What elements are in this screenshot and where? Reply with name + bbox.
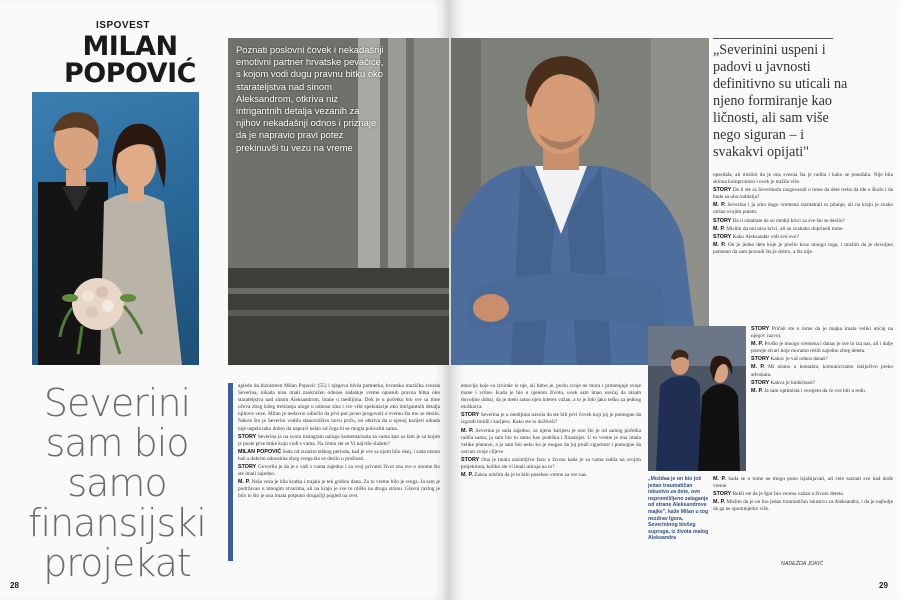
- pull-quote: „Severinini uspeni i padovi u javnosti definitivno su uticali na njeno formiranje kao ličnosti, ali sam više nego siguran – i svakakvi opijati": [713, 42, 848, 160]
- photo-caption: „Moždaa je on bio još jedan traumatičan iskustvo za dete, ovo nepromišljeno zalaganje od strane Aleksandrove majke", kaže Milan u tog nezdrav Igora, Severininog bivšeg supruga, iz života malog Aleksandra: [648, 476, 709, 542]
- name-line-2: POPOVIĆ: [63, 58, 196, 89]
- paragraph: M. P. Sada se o tome ne mogu puno izjašnjavati, ali ćete saznati sve kad dođe vreme.: [713, 476, 893, 490]
- couple-photo-illustration: [32, 92, 199, 365]
- paragraph: M. P. Mislim da je on bio jedan traumatičan iskustvo za Aleksandra, i da je najbolje da ga ne spominjemo više.: [713, 499, 893, 513]
- paragraph: M. P. Prošlo je mnogo vremena i danas je sve to iza nas, ali i dalje postoje stvari koje moramo rešiti zajedno zbog deteta.: [751, 341, 893, 355]
- paragraph: M. P. Mi nismo u kontaktu, komuniciramo isključivo preko advokata.: [751, 364, 893, 378]
- interviewee-name: [55, 33, 205, 87]
- quote-rule: [713, 38, 833, 39]
- paragraph: STORY Severina je na svom instagram nalogu komentarisala sa vama kao sa kim je sa kojim je posle prve bitke koju vodi s vama. Na čemu ste se Vi najviše slažete?: [238, 433, 440, 447]
- paragraph: STORY Ona je imala zanimljivu fazu u životu kada je sa vama radila na svojim projektima, koliko ste vi imali uticaja na to?: [461, 456, 641, 471]
- paragraph: agledu da biznismen Milan Popović (55) i njegova bivša partnerka, hrvatska muzička zvezda Severina, nikada nisu imali zaokružen odnose sadašnje vreme opasnih pravna bitka oko starateljstva nad sinom Aleksandrom, hrane u medijima. Dok je u početku bio sve sa time očeva zbog lošeg tretiranja uloge u odnosu sina i sve više spekulacije oko intrigantnih detalja njihove veze, Milan je nedavno odlučio da prvi put javno progovori o svemu šta mu se desilo. Nakon što je Severini vodila stanovništvo novu priču, on otkriva da u njenoj karijeri nikada nije uspela tako dobro da napravi nešto od čega bi se mogla pohvaliti sama.: [238, 383, 440, 432]
- paragraph: M. P. Severina i ja smo dugo vremena razmatrali to pitanje, ali na kraju je svako otišao svojim putem.: [713, 202, 893, 216]
- kicker: ISPOVEST: [96, 20, 151, 31]
- paragraph: STORY Da li smatrate da su mediji krivi za sve što se desilo?: [713, 217, 845, 224]
- lead-paragraph: Poznati poslovni čovek i nekadašnji emotivni partner hrvatske pevačice, s kojom vodi dugu pravnu bitku oko starateljstva nad sinom Aleksandrom, otkriva niz intrigantnih detalja vezanih za njihov nekadašnji odnos i priznaje da je napravio pravi potez prekinuvši tu vezu na vreme: [236, 44, 384, 153]
- couple-small-photo: [648, 326, 746, 471]
- paragraph: M. P. Zaista mislim da je to bilo posebno vreme za sve nas.: [461, 472, 588, 479]
- paragraph: STORY Kako Aleksandar vidi sve ovo?: [713, 233, 799, 240]
- paragraph: STORY Da li ste sa Severinom razgovarali o tome da dete treba da ide u školu i da bude sa oba roditelja?: [713, 187, 893, 201]
- left-page: [0, 0, 449, 600]
- headline-line: Severini: [43, 381, 191, 425]
- couple-photo: [32, 92, 199, 365]
- paragraph: STORY Rekli ste da je Igor bio veoma važan u životu deteta.: [713, 491, 844, 498]
- author-signature: NADEŽDA JOKIĆ: [781, 561, 824, 567]
- paragraph: M. P. Mislim da oni nisu krivi, ali su svakako doprineli tome.: [713, 225, 844, 232]
- paragraph: M. P. Ja sam optimista i verujem da će sve biti u redu.: [751, 387, 867, 394]
- page-number-right: 29: [879, 581, 888, 590]
- accent-bar: [228, 383, 233, 561]
- paragraph: STORY Kakva je budućnost?: [751, 379, 816, 386]
- text-column-1: [238, 383, 440, 561]
- portrait-illustration: [451, 38, 709, 365]
- text-column-2: [461, 383, 641, 561]
- paragraph: M. P. On je jedno dete koje je prošlo kroz mnogo toga, i mislim da je dovoljno pametan da sam prosudi šta je dobro, a šta nije.: [713, 241, 893, 255]
- paragraph: STORY Severina je u medijima navela da ste bili prvi čovek koji joj je pomogao da izgradi imidž i karijeru. Kako ste to doživeli?: [461, 412, 641, 426]
- paragraph: M. P. Naša veza je bila kratka i trajala je tek godinu dana. Za to vreme bilo je svega. Ja sam je podržavao u mnogim stvarima, ali na kraju je sve to otišlo na drugu stranu. Glavni razlog je bilo to što je ona imala potpuno drugačiji pogled na svet.: [238, 479, 440, 500]
- paragraph: emocija koje su izvirale iz nje, ali bitno je, poslu svoje ne mora i primenjuje svoje mane i vrline. Kada je bio u njenom životu, uvek sam imao osećaj da nisam dovoljno dobar, da je meni samo njen interes važan, a to je bilo jako teško za jednog muškarca.: [461, 383, 641, 411]
- headline-line: sam bio: [45, 421, 189, 465]
- name-line-1: MILAN: [82, 31, 178, 62]
- hero-photo-left: [228, 38, 449, 365]
- text-column-4: [751, 326, 893, 434]
- headline-line: projekat: [43, 541, 191, 585]
- paragraph: STORY Kakav je vaš odnos danas?: [751, 356, 828, 363]
- paragraph: STORY Govorila je da je s vaši s vama zajedno i za svoj privatni život zna sve o onome što ste imali zajedno.: [238, 464, 440, 478]
- text-column-5: [713, 476, 893, 558]
- paragraph: M. P. Severina je sada zajedno, za njenu karijeru je ono što je od samog početka radila sama, ja sam bio tu samo kao podrška i finansijer. U to vreme je ona imala velike planove, a ja sam bio neko ko je mogao da joj pruži sigurnost i pomogne da ostvari svoje ciljeve.: [461, 427, 641, 455]
- page-number-left: 28: [10, 581, 19, 590]
- small-photo-illustration: [648, 326, 746, 471]
- paragraph: STORY Pričali ste o tome da je majka imala veliki uticaj na njegov razvoj.: [751, 326, 893, 340]
- right-page: [451, 0, 900, 600]
- paragraph: opsedala, ali mislim da je ona svesna šta je radila i kako se ponašala. Nije bila sklona kompromisu i uvek je tražila više.: [713, 172, 893, 186]
- headline-line: samo: [67, 461, 167, 505]
- paragraph: MILAN POPOVIĆ Sada od izrazito teškog perioda, kad je sve sa njom bilo okej, i sada nismo baš u dobrim odnosima zbog svega što se desilo u prošlosti.: [238, 448, 440, 462]
- text-column-3: [713, 172, 893, 322]
- article-headline: [22, 383, 212, 583]
- hero-photo-right: [451, 38, 709, 365]
- headline-line: finansijski: [28, 501, 206, 545]
